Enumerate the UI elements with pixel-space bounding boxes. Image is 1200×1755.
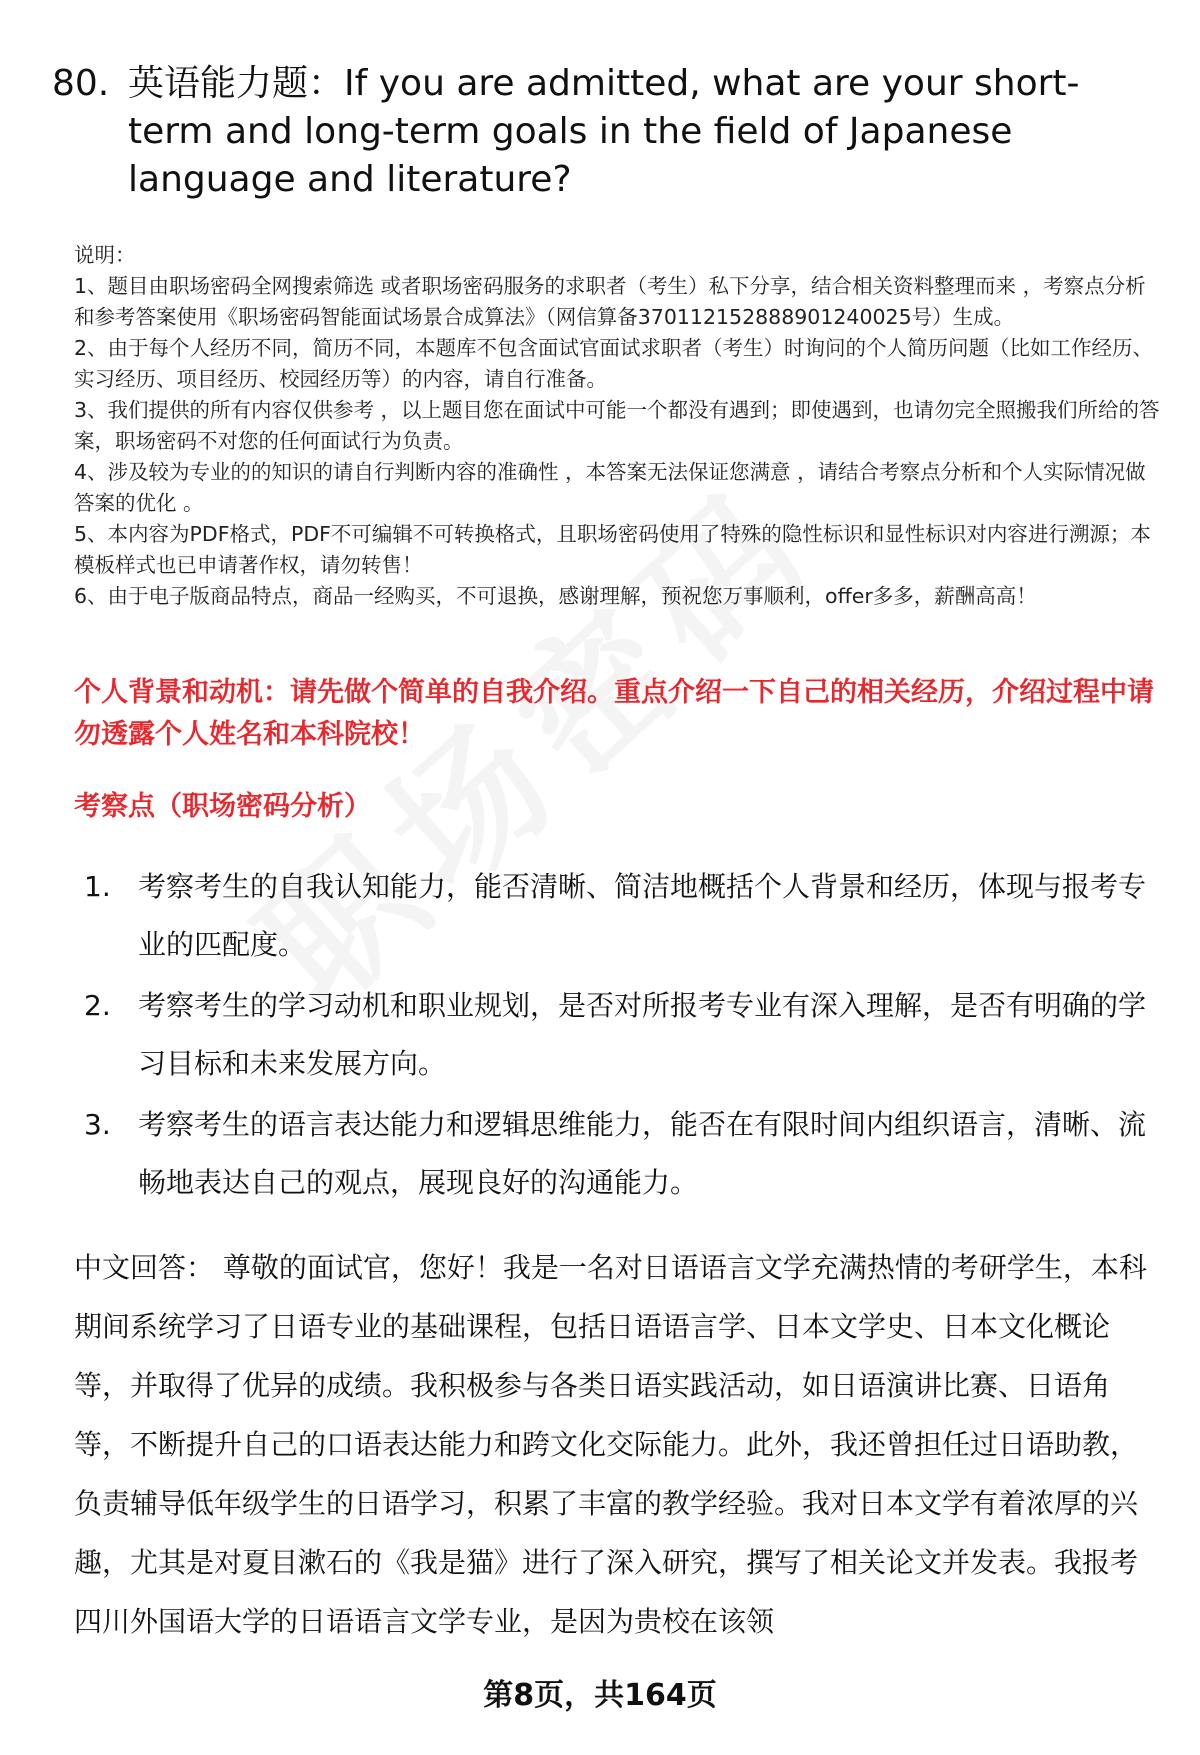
question-title [52, 60, 1152, 204]
point-number: 2. [84, 989, 111, 1022]
note-item: 1、题目由职场密码全网搜索筛选 或者职场密码服务的求职者（考生）私下分享，结合相关资料整理而来 ，考察点分析和参考答案使用《职场密码智能面试场景合成算法》（网信算备370112152888901240025号）生成。 [74, 274, 1146, 329]
analysis-points-list [74, 858, 1160, 1215]
question-number: 80. [52, 63, 110, 104]
list-item [74, 977, 1160, 1093]
notes-title: 说明： [74, 243, 136, 267]
list-item [74, 858, 1160, 974]
point-text: 考察考生的语言表达能力和逻辑思维能力，能否在有限时间内组织语言，清晰、流畅地表达自己的观点，展现良好的沟通能力。 [138, 1108, 1147, 1199]
note-item: 2、由于每个人经历不同，简历不同，本题库不包含面试官面试求职者（考生）时询问的个人简历问题（比如工作经历、实习经历、项目经历、校园经历等）的内容，请自行准备。 [74, 336, 1154, 391]
note-item: 5、本内容为PDF格式，PDF不可编辑不可转换格式，且职场密码使用了特殊的隐性标识和显性标识对内容进行溯源；本模板样式也已申请著作权，请勿转售！ [74, 522, 1151, 577]
question-text: 英语能力题：If you are admitted, what are your short-term and long-term goals in the field of Japanese language and literature? [128, 63, 1080, 200]
point-text: 考察考生的自我认知能力，能否清晰、简洁地概括个人背景和经历，体现与报考专业的匹配度。 [138, 870, 1147, 961]
analysis-heading: 考察点（职场密码分析） [74, 791, 371, 822]
list-item [74, 1096, 1160, 1212]
point-number: 1. [84, 870, 111, 903]
note-item: 4、涉及较为专业的的知识的请自行判断内容的准确性 ，本答案无法保证您满意 ，请结合考察点分析和个人实际情况做答案的优化 。 [74, 460, 1146, 515]
answer-paragraph: 中文回答： 尊敬的面试官，您好！我是一名对日语语言文学充满热情的考研学生，本科期间系统学习了日语专业的基础课程，包括日语语言学、日本文学史、日本文化概论等，并取得了优异的成绩。我积极参与各类日语实践活动，如日语演讲比赛、日语角等，不断提升自己的口语表达能力和跨文化交际能力。此外，我还曾担任过日语助教，负责辅导低年级学生的日语学习，积累了丰富的教学经验。我对日本文学有着浓厚的兴趣，尤其是对夏目漱石的《我是猫》进行了深入研究，撰写了相关论文并发表。我报考四川外国语大学的日语语言文学专业，是因为贵校在该领 [74, 1251, 1147, 1638]
page-footer: 第8页，共164页 [483, 1678, 717, 1713]
notes-section [74, 240, 1160, 612]
point-text: 考察考生的学习动机和职业规划，是否对所报考专业有深入理解，是否有明确的学习目标和未来发展方向。 [138, 989, 1147, 1080]
point-number: 3. [84, 1108, 111, 1141]
note-item: 6、由于电子版商品特点，商品一经购买，不可退换，感谢理解，预祝您万事顺利，offer多多，薪酬高高！ [74, 584, 1037, 608]
note-item: 3、我们提供的所有内容仅供参考 ，以上题目您在面试中可能一个都没有遇到；即使遇到，也请勿完全照搬我们所给的答案，职场密码不对您的任何面试行为负责。 [74, 398, 1160, 453]
intro-heading: 个人背景和动机：请先做个简单的自我介绍。重点介绍一下自己的相关经历，介绍过程中请勿透露个人姓名和本科院校！ [74, 677, 1154, 750]
